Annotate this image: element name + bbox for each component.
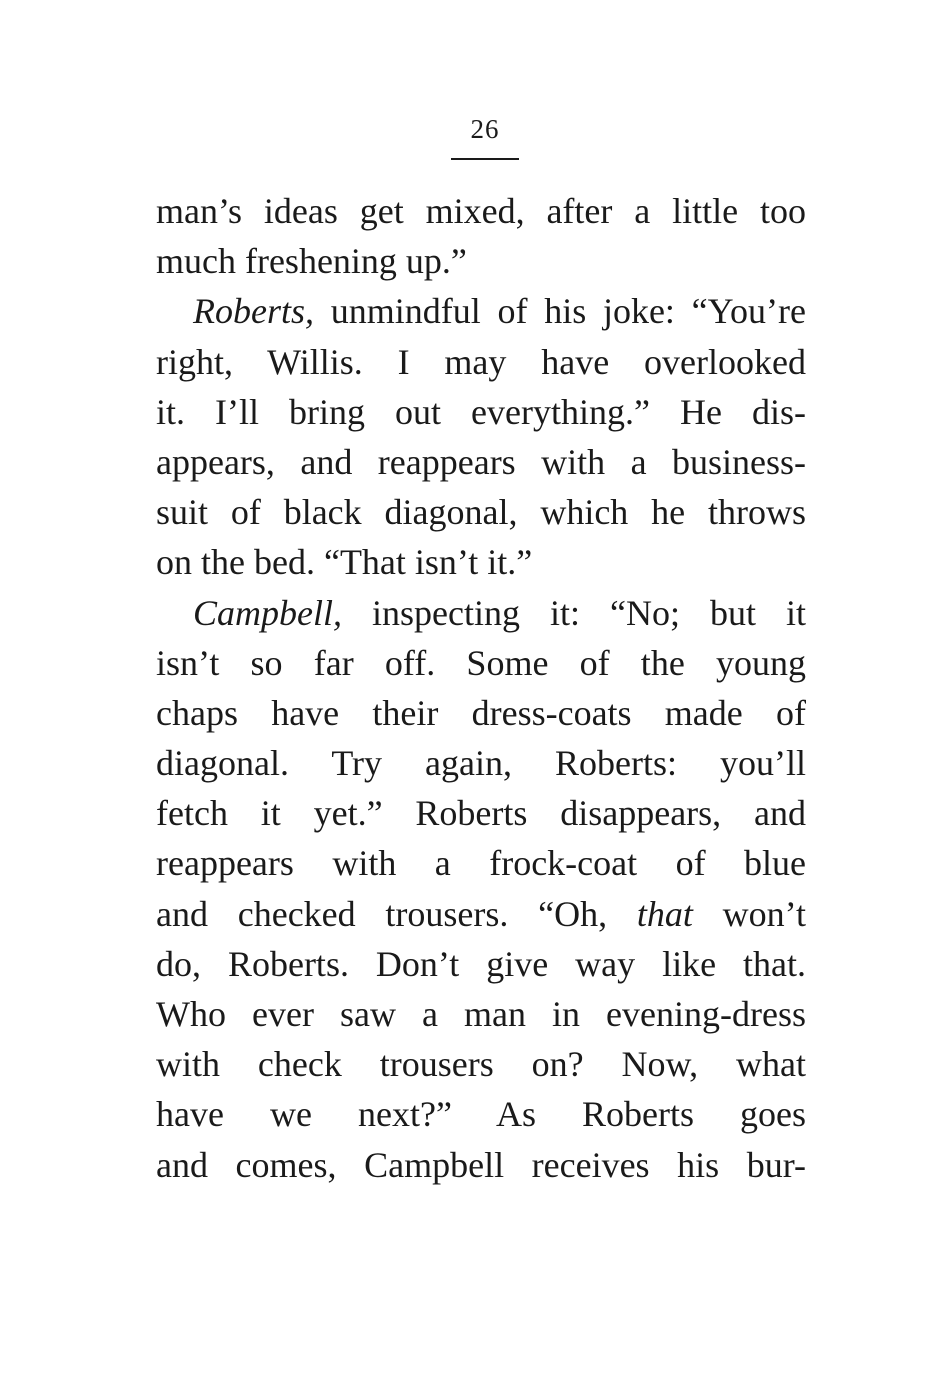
text-line: man’s ideas get mixed, after a little too [156, 191, 806, 231]
text-line: and comes, Campbell receives his bur- [156, 1144, 806, 1185]
text-line: on the bed. “That isn’t it.” [156, 542, 533, 583]
text-line: do, Roberts. Don’t give way like that. [156, 943, 806, 984]
text-line: reappears with a frock-coat of blue [156, 843, 806, 884]
body-text [156, 186, 806, 1190]
text-line: appears, and reappears with a business- [156, 441, 806, 482]
text-line: Roberts, unmindful of his joke: “You’re [193, 291, 806, 332]
text-line: chaps have their dress-coats made of [156, 692, 806, 733]
text-line: suit of black diagonal, which he throws [156, 492, 806, 533]
text-line: diagonal. Try again, Roberts: you’ll [156, 743, 806, 784]
text-line: Who ever saw a man in evening-dress [156, 994, 806, 1034]
page-number-rule [451, 158, 519, 160]
text-line: and checked trousers. “Oh, that won’t [156, 893, 806, 934]
emphasis: that [636, 893, 693, 934]
text-line: fetch it yet.” Roberts disappears, and [156, 793, 806, 834]
text-line: isn’t so far off. Some of the young [156, 642, 806, 683]
text-line: with check trousers on? Now, what [156, 1044, 806, 1085]
page-number: 26 [470, 114, 500, 144]
text-line: right, Willis. I may have overlooked [156, 341, 806, 382]
speaker-name: Campbell, [193, 592, 342, 633]
text-line: Campbell, inspecting it: “No; but it [193, 592, 806, 633]
speaker-name: Roberts, [193, 291, 314, 332]
text-line: have we next?” As Roberts goes [156, 1094, 806, 1135]
text-line: it. I’ll bring out everything.” He dis- [156, 391, 806, 432]
text-line: much freshening up.” [156, 241, 467, 282]
